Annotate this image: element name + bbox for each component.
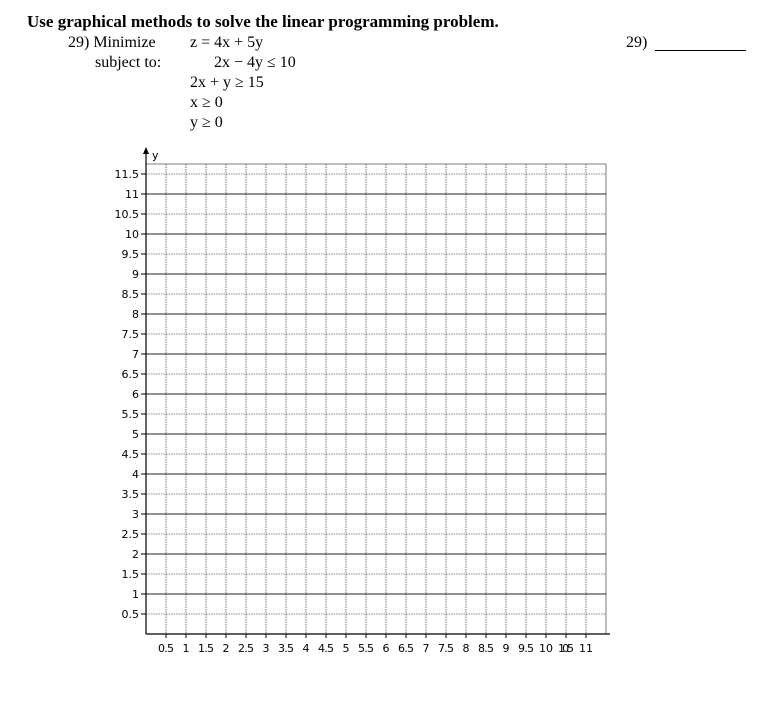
question-number: 29) Minimize (68, 34, 156, 51)
constraint-2: 2x + y ≥ 15 (190, 74, 264, 91)
x-tick-label: 10.5 (558, 642, 574, 655)
x-tick-label: 1 (182, 642, 190, 655)
x-tick-label: 4.5 (318, 642, 334, 655)
constraint-1: 2x − 4y ≤ 10 (214, 54, 296, 71)
x-tick-label: 4 (302, 642, 310, 655)
y-tick-label: 2.5 (121, 528, 139, 541)
y-tick-label: 7.5 (121, 328, 139, 341)
y-tick-label: 2 (132, 548, 139, 561)
subject-to-label: subject to: (95, 54, 162, 71)
x-tick-label: 2 (222, 642, 230, 655)
y-tick-label: 11.5 (114, 168, 139, 181)
x-tick-label: 6.5 (398, 642, 414, 655)
y-tick-label: 6.5 (121, 368, 139, 381)
x-tick-label: 10 (539, 642, 553, 655)
y-tick-label: 3 (132, 508, 139, 521)
x-tick-label: 3.5 (278, 642, 294, 655)
x-tick-label: 5.5 (358, 642, 374, 655)
answer-label: 29) (626, 34, 648, 51)
x-tick-label: 2.5 (238, 642, 254, 655)
y-tick-label: 9.5 (121, 248, 139, 261)
y-tick-label: 7 (132, 348, 139, 361)
x-tick-label: 7 (422, 642, 430, 655)
y-tick-label: 4 (132, 468, 139, 481)
x-tick-label: 8 (462, 642, 470, 655)
instruction-heading: Use graphical methods to solve the linear programming problem. (27, 12, 499, 31)
x-tick-label: 9.5 (518, 642, 534, 655)
x-tick-label: 7.5 (438, 642, 454, 655)
y-axis-label: y (152, 149, 159, 162)
objective-function: z = 4x + 5y (190, 34, 264, 51)
y-tick-label: 9 (132, 268, 139, 281)
x-tick-label: 8.5 (478, 642, 494, 655)
y-tick-label: 8 (132, 308, 139, 321)
x-tick-label: 6 (382, 642, 390, 655)
x-tick-label: 1.5 (198, 642, 214, 655)
constraint-3: x ≥ 0 (190, 94, 223, 111)
y-tick-label: 3.5 (121, 488, 139, 501)
x-tick-label: 5 (342, 642, 350, 655)
y-tick-label: 5 (132, 428, 139, 441)
x-tick-label: 0.5 (158, 642, 174, 655)
y-tick-label: 6 (132, 388, 139, 401)
y-tick-label: 10.5 (114, 208, 139, 221)
y-tick-label: 8.5 (121, 288, 139, 301)
x-tick-label: 9 (502, 642, 510, 655)
y-tick-label: 10 (125, 228, 139, 241)
y-tick-label: 0.5 (121, 608, 139, 621)
y-tick-label: 11 (125, 188, 139, 201)
constraint-4: y ≥ 0 (190, 114, 223, 131)
y-tick-label: 1.5 (121, 568, 139, 581)
y-tick-label: 1 (132, 588, 139, 601)
y-axis-arrow (143, 147, 149, 154)
x-tick-label: 3 (262, 642, 270, 655)
x-tick-label: 11 (579, 642, 593, 655)
y-tick-label: 4.5 (121, 448, 139, 461)
y-tick-label: 5.5 (121, 408, 139, 421)
